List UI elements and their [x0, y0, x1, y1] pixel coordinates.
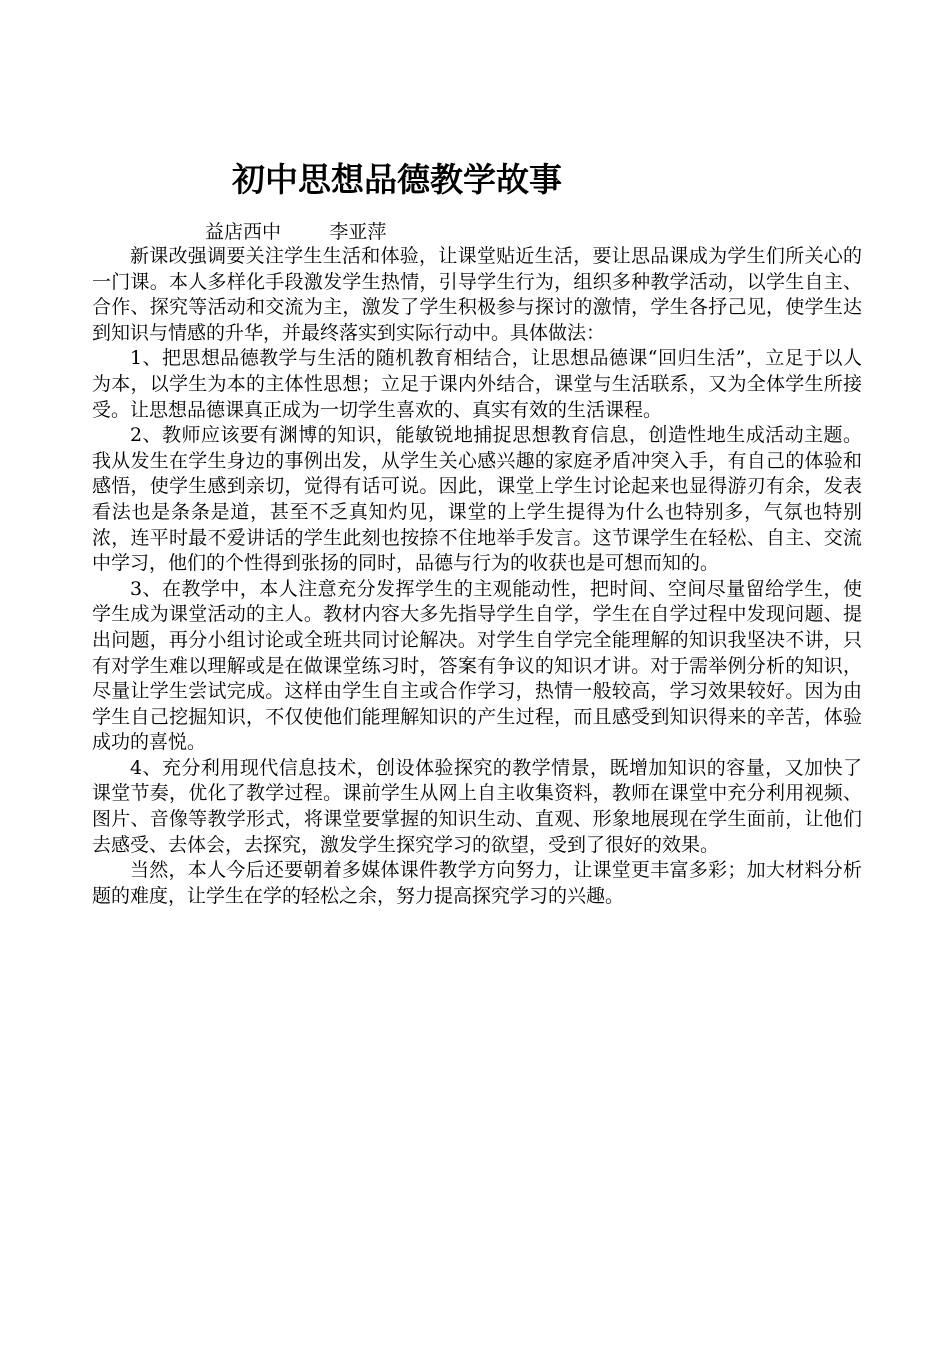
- document-body: [92, 244, 862, 909]
- school-name: 益店西中: [205, 221, 282, 243]
- byline: [205, 219, 386, 245]
- document-title: 初中思想品德教学故事: [232, 160, 562, 199]
- paragraph-point-2: 2、教师应该要有渊博的知识，能敏锐地捕捉思想教育信息，创造性地生成活动主题。我从发生在学生身边的事例出发，从学生关心感兴趣的家庭矛盾冲突入手，有自己的体验和感悟，使学生感到亲切，觉得有话可说。因此，课堂上学生讨论起来也显得游刃有余，发表看法也是条条是道，甚至不乏真知灼见，课堂的上学生提得为什么也特别多，气氛也特别浓，连平时最不爱讲话的学生此刻也按捺不住地举手发言。这节课学生在轻松、自主、交流中学习，他们的个性得到张扬的同时，品德与行为的收获也是可想而知的。: [92, 424, 862, 575]
- paragraph-intro: 新课改强调要关注学生生活和体验，让课堂贴近生活，要让思品课成为学生们所关心的一门课。本人多样化手段激发学生热情，引导学生行为，组织多种教学活动，以学生自主、合作、探究等活动和交流为主，激发了学生积极参与探讨的激情，学生各抒己见，使学生达到知识与情感的升华，并最终落实到实际行动中。具体做法：: [92, 245, 862, 344]
- paragraph-point-4: 4、充分利用现代信息技术，创设体验探究的教学情景，既增加知识的容量，又加快了课堂节奏，优化了教学过程。课前学生从网上自主收集资料，教师在课堂中充分利用视频、图片、音像等教学形式，将课堂要掌握的知识生动、直观、形象地展现在学生面前，让他们去感受、去体会，去探究，激发学生探究学习的欲望，受到了很好的效果。: [92, 756, 862, 856]
- paragraph-point-1: 1、把思想品德教学与生活的随机教育相结合，让思想品德课“回归生活”，立足于以人为本，以学生为本的主体性思想；立足于课内外结合，课堂与生活联系，又为全体学生所接受。让思想品德课真正成为一切学生喜欢的、真实有效的生活课程。: [92, 347, 862, 421]
- paragraph-point-3: 3、在教学中，本人注意充分发挥学生的主观能动性，把时间、空间尽量留给学生，使学生成为课堂活动的主人。教材内容大多先指导学生自学，学生在自学过程中发现问题、提出问题，再分小组讨论或全班共同讨论解决。对学生自学完全能理解的知识我坚决不讲，只有对学生难以理解或是在做课堂练习时，答案有争议的知识才讲。对于需举例分析的知识，尽量让学生尝试完成。这样由学生自主或合作学习，热情一般较高，学习效果较好。因为由学生自己挖掘知识，不仅使他们能理解知识的产生过程，而且感受到知识得来的辛苦，体验成功的喜悦。: [92, 577, 862, 754]
- author-name: 李亚萍: [329, 221, 387, 243]
- paragraph-conclusion: 当然，本人今后还要朝着多媒体课件教学方向努力，让课堂更丰富多彩；加大材料分析题的难度，让学生在学的轻松之余，努力提高探究学习的兴趣。: [92, 859, 862, 907]
